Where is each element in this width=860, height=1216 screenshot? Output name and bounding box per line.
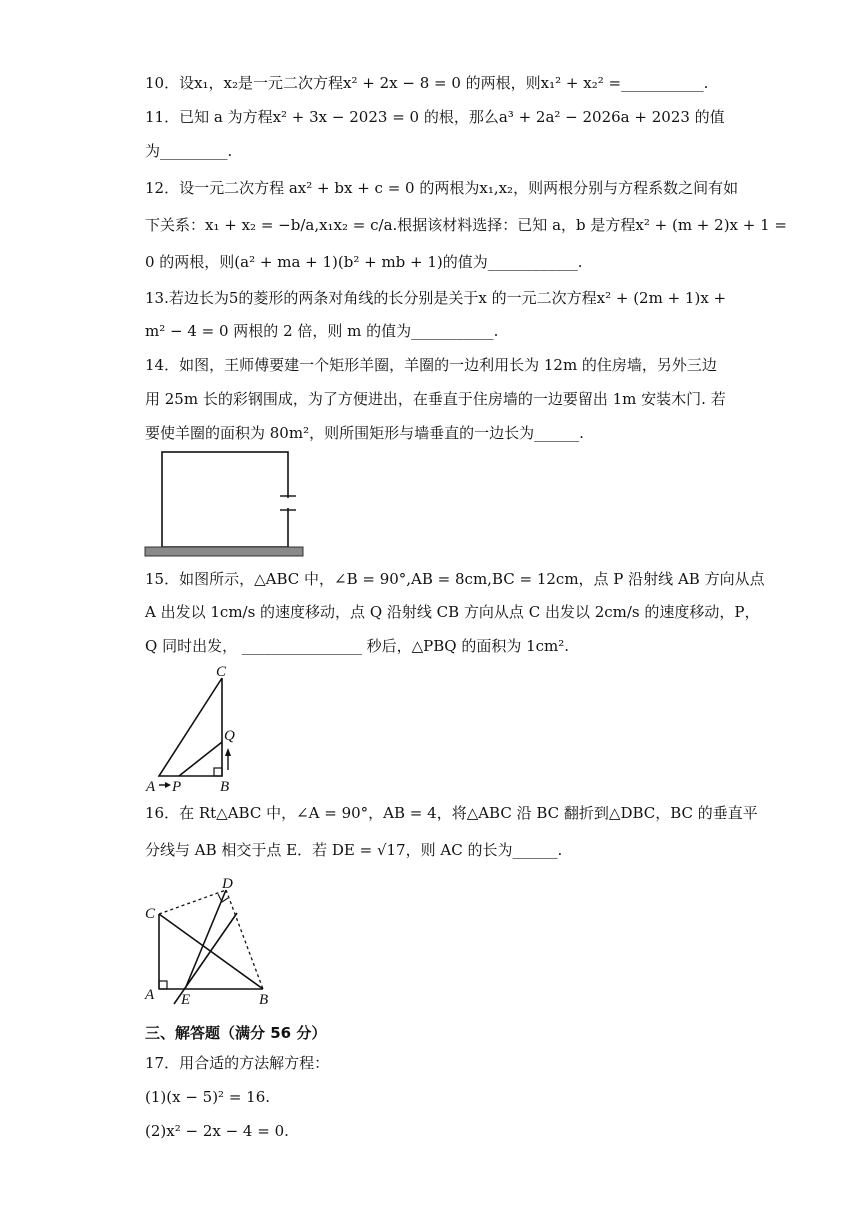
- label-c: C: [216, 664, 227, 680]
- q12-line-3: 0 的两根，则(a² + ma + 1)(b² + mb + 1)的值为____________.: [145, 253, 583, 271]
- house-wall: [145, 547, 303, 556]
- q11-line-1: 11．已知 a 为方程x² + 3x − 2023 = 0 的根，那么a³ + 2a² − 2026a + 2023 的值: [145, 108, 725, 126]
- q16-line-1: 16．在 Rt△ABC 中，∠A = 90°，AB = 4，将△ABC 沿 BC 翻折到△DBC，BC 的垂直平: [145, 804, 758, 822]
- door-gap: [284, 498, 292, 508]
- triangle-pbq-figure: [140, 660, 250, 800]
- q14-line-2: 用 25m 长的彩钢围成，为了方便进出，在垂直于住房墙的一边要留出 1m 安装木门. 若: [145, 390, 726, 408]
- label-e: E: [181, 992, 191, 1008]
- segment-de: [185, 890, 226, 989]
- right-angle-mark: [214, 768, 222, 776]
- label-c: C: [145, 906, 156, 922]
- q17-part-1: (1)(x − 5)² = 16.: [145, 1088, 271, 1106]
- q15-line-1: 15．如图所示，△ABC 中，∠B = 90°,AB = 8cm,BC = 12cm，点 P 沿射线 AB 方向从点: [145, 570, 765, 588]
- q13-line-2: m² − 4 = 0 两根的 2 倍，则 m 的值为___________.: [145, 322, 499, 340]
- q11-line-2: 为_________.: [145, 142, 233, 160]
- label-p: P: [172, 779, 182, 795]
- pen-rectangle: [162, 452, 288, 547]
- segment-cd-dashed: [159, 890, 226, 914]
- q15-line-3: Q 同时出发， ________________ 秒后，△PBQ 的面积为 1cm².: [145, 637, 570, 655]
- label-q: Q: [224, 728, 235, 744]
- q12-line-2: 下关系：x₁ + x₂ = −b/a,x₁x₂ = c/a.根据该材料选择：已知 a，b 是方程x² + (m + 2)x + 1 =: [145, 216, 787, 234]
- q14-line-3: 要使羊圈的面积为 80m²，则所围矩形与墙垂直的一边长为______.: [145, 424, 584, 442]
- q17-line: 17．用合适的方法解方程：: [145, 1054, 330, 1072]
- q12-line-1: 12．设一元二次方程 ax² + bx + c = 0 的两根为x₁,x₂，则两根分别与方程系数之间有如: [145, 179, 739, 197]
- label-b: B: [220, 779, 230, 795]
- segment-pq: [179, 742, 222, 776]
- arrow-q-head: [225, 748, 231, 756]
- label-a: A: [145, 987, 155, 1003]
- q10-line: 10．设x₁，x₂是一元二次方程x² + 2x − 8 = 0 的两根，则x₁² + x₂² =___________.: [145, 74, 709, 92]
- label-b: B: [259, 992, 269, 1008]
- q15-line-2: A 出发以 1cm/s 的速度移动，点 Q 沿射线 CB 方向从点 C 出发以 2cm/s 的速度移动，P，: [145, 603, 760, 621]
- q16-line-2: 分线与 AB 相交于点 E．若 DE = √17，则 AC 的长为______.: [145, 841, 563, 859]
- right-angle-mark: [159, 981, 167, 989]
- q17-part-2: (2)x² − 2x − 4 = 0.: [145, 1122, 289, 1140]
- perpendicular-bisector: [174, 913, 237, 1004]
- segment-db-dashed: [226, 890, 263, 989]
- q13-line-1: 13.若边长为5的菱形的两条对角线的长分别是关于x 的一元二次方程x² + (2m + 1)x +: [145, 289, 727, 307]
- fold-triangle-figure: [140, 870, 280, 1010]
- sheep-pen-figure: [140, 446, 320, 561]
- label-a: A: [146, 779, 156, 795]
- section-heading: 三、解答题（满分 56 分）: [145, 1024, 327, 1042]
- arrow-p-head: [165, 782, 171, 788]
- label-d: D: [222, 876, 233, 892]
- triangle-abc: [159, 678, 222, 776]
- q14-line-1: 14．如图，王师傅要建一个矩形羊圈，羊圈的一边利用长为 12m 的住房墙，另外三边: [145, 356, 717, 374]
